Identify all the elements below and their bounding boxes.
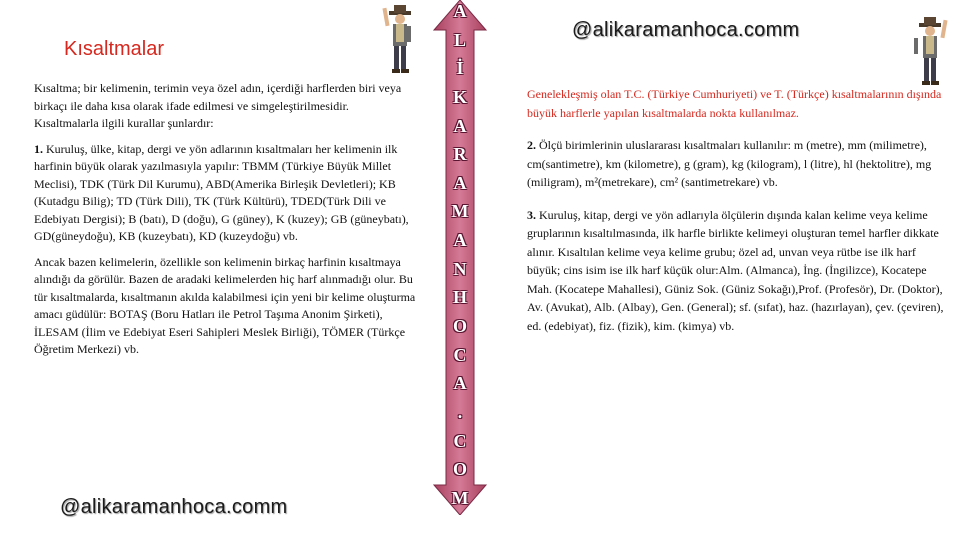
page-title: Kısaltmalar <box>64 38 165 60</box>
rule-2-paragraph <box>527 136 952 192</box>
rule-1-text: Kuruluş, ülke, kitap, dergi ve yön adlarının kısaltmaları her kelimenin ilk harfinin büyük olarak yazılmasıyla yapılır: TBMM (Türkiye Büyük Millet Meclisi), TDK (Türk Dil Kurumu), ABD(Amerika Birleşik Devletleri); KB (Kutadgu Bilig); TD (Türk Dili), TK (Türk Kültürü), TDED(Türk Dili ve Edebiyatı Dergisi); B (batı), D (doğu), G (güney), K (kuzey); GB (güneybatı), GD(güneydoğu), KB (kuzeybatı), KD (kuzeydoğu) vb. <box>34 141 409 243</box>
arrow-letter: C <box>453 344 467 365</box>
rule-3-paragraph <box>527 206 952 336</box>
red-note-paragraph: Genelekleşmiş olan T.C. (Türkiye Cumhuriyeti) ve T. (Türkçe) kısaltmalarının dışında büyük harflerle yapılan kısaltmalarda nokta kullanılmaz. <box>527 87 942 120</box>
rule-1b-paragraph: Ancak bazen kelimelerin, özellikle son kelimenin birkaç harfinin kısaltmaya alındığı da görülür. Bazen de aradaki kelimelerden hiç harf alınmadığı olur. Bu tür kısaltmalarda, kısaltmanın akılda kalabilmesi için yeni bir kelime oluşturma amacı güdülür: BOTAŞ (Boru Hatları ile Petrol Taşıma Anonim Şirketi), İLESAM (İlim ve Edebiyat Eseri Sahipleri Meslek Birliği), TÖMER (Türkçe Öğretim Merkezi) vb. <box>34 254 416 356</box>
arrow-text <box>432 0 488 515</box>
left-column <box>34 80 416 367</box>
arrow-letter: A <box>453 1 467 21</box>
cowboy-figure-icon <box>910 16 950 88</box>
arrow-letter: K <box>452 86 467 107</box>
rule-1-paragraph <box>34 141 416 246</box>
rule-3-number: 3. <box>527 207 536 222</box>
cowboy-figure-icon <box>380 4 420 76</box>
arrow-letter: N <box>453 258 467 279</box>
arrow-letter: M <box>451 201 469 222</box>
arrow-letter: A <box>453 230 467 251</box>
arrow-letter: İ <box>456 58 464 79</box>
rule-2-text: Ölçü birimlerinin uluslararası kısaltmaları kullanılır: m (metre), mm (milimetre), cm(santimetre), km (kilometre), g (gram), kg (kilogram), l (litre), hl (hektolitre), mg (miligram), m²(metrekare), cm² (santimetrekare) vb. <box>527 138 932 189</box>
arrow-letter: A <box>453 373 467 394</box>
arrow-letter: R <box>453 144 467 165</box>
arrow-letter: A <box>453 115 467 136</box>
arrow-letter: A <box>453 172 467 193</box>
handle-bottom: @alikaramanhoca.comm <box>60 496 288 518</box>
intro-paragraph: Kısaltma; bir kelimenin, terimin veya özel adın, içerdiği harflerden biri veya birkaçı ile daha kısa olarak ifade edilmesi ve simgeleştirilmesidir. Kısaltmalarla ilgili kurallar şunlardır: <box>34 81 402 130</box>
arrow-letter: C <box>453 430 467 451</box>
arrow-letter: M <box>451 487 469 508</box>
rule-3-text: Kuruluş, kitap, dergi ve yön adlarıyla ölçülerin dışında kalan kelime veya kelime gruplarının kısaltılmasında, ilk harfle birlikte kelimeyi oluşturan temel harfler dikkate alınır. Kısaltılan kelime veya kelime grubu; özel ad, unvan veya rütbe ise ilk harf büyük; cins isim ise ilk harf küçük olur:Alm. (Almanca), İng. (İngilizce), Kocatepe Mah. (Kocatepe Mahallesi), Güniz Sok. (Güniz Sokağı),Prof. (Profesör), Dr. (Doktor), Av. (Avukat), Alb. (Albay), Gen. (General); sf. (sıfat), haz. (hazırlayan), çev. (çeviren), ed. (edebiyat), fiz. (fizik), kim. (kimya) vb. <box>527 207 944 333</box>
arrow-letter: O <box>452 459 467 480</box>
arrow-letter: H <box>452 287 467 308</box>
handle-top: @alikaramanhoca.comm <box>572 19 800 41</box>
rule-1-number: 1. <box>34 141 43 156</box>
right-column <box>527 85 952 343</box>
arrow-letter: O <box>452 316 467 337</box>
arrow-letter: L <box>453 29 466 50</box>
arrow-letter: . <box>457 401 463 422</box>
rule-2-number: 2. <box>527 138 536 152</box>
